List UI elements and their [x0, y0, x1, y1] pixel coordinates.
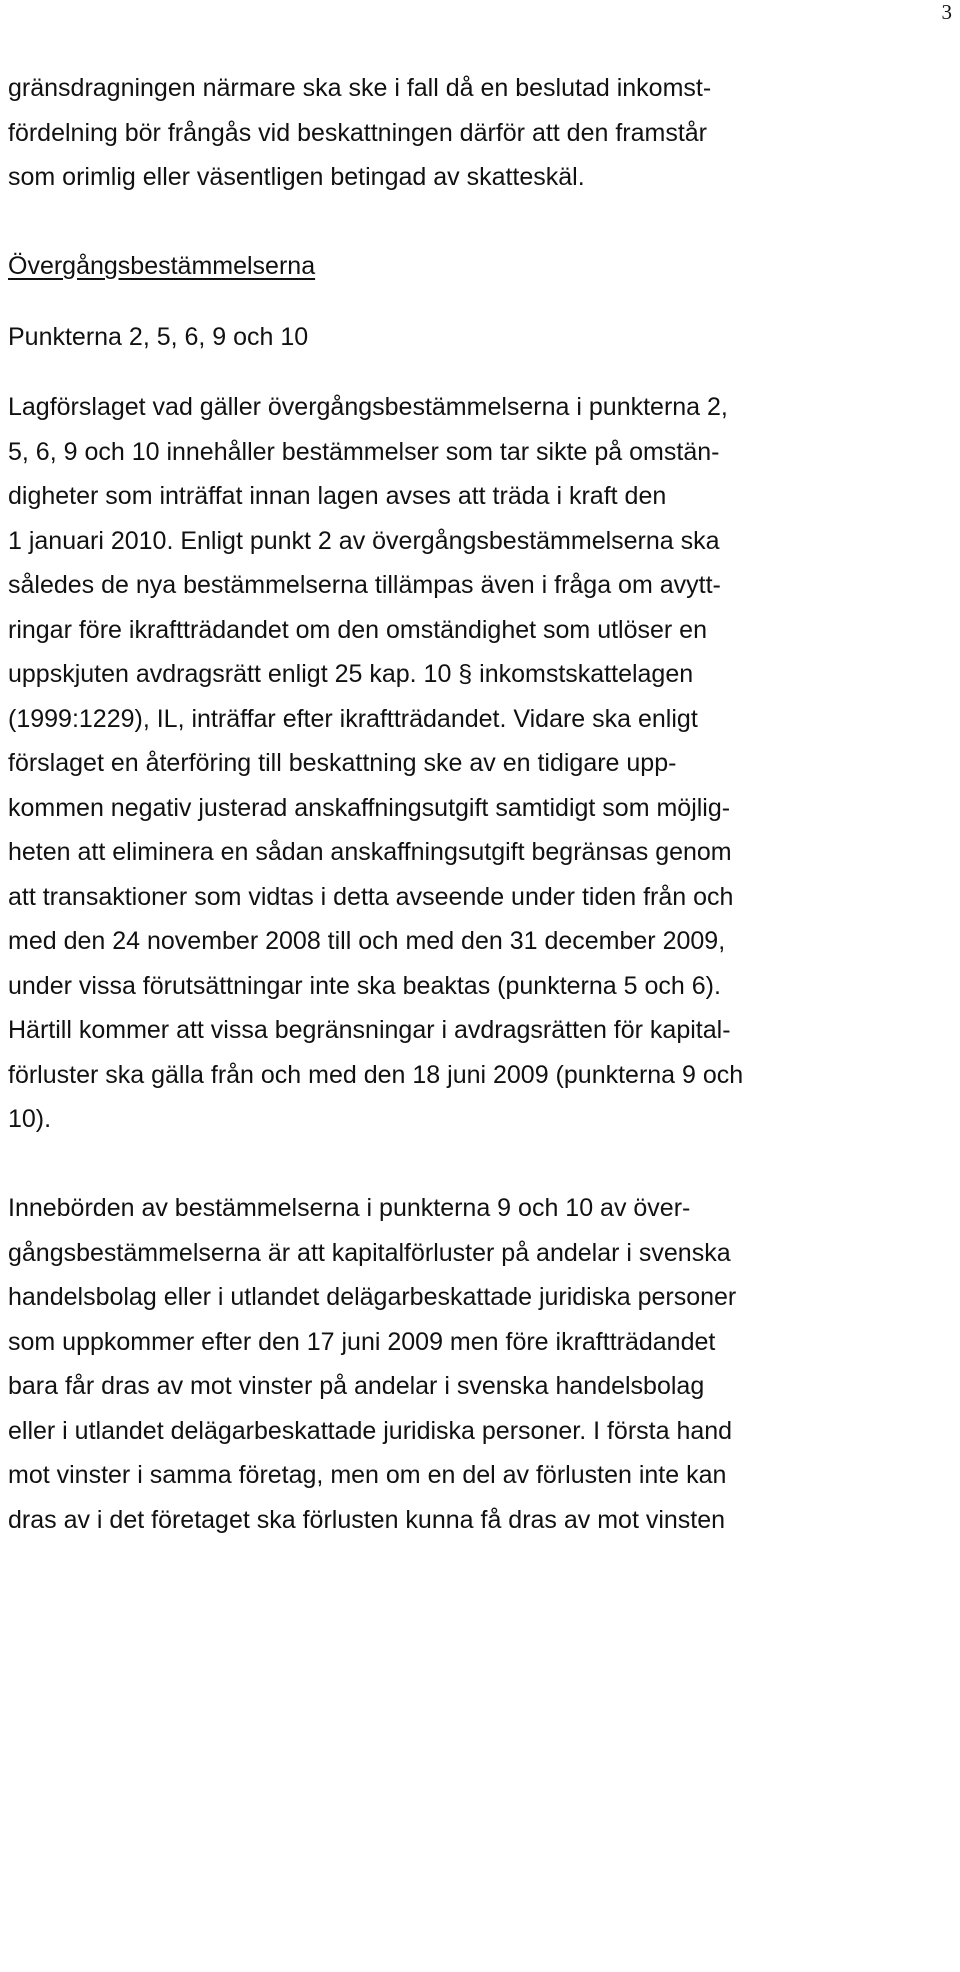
text-line: ringar före ikraftträdandet om den omständighet som utlöser en [8, 615, 707, 644]
text-line: kommen negativ justerad anskaffningsutgift samtidigt som möjlig- [8, 793, 731, 822]
text-line: uppskjuten avdragsrätt enligt 25 kap. 10 § inkomstskattelagen [8, 660, 694, 688]
text-line: gångsbestämmelserna är att kapitalförluster på andelar i svenska [8, 1238, 731, 1267]
text-line: 5, 6, 9 och 10 innehåller bestämmelser som tar sikte på omstän- [8, 437, 720, 466]
text-line: heten att eliminera en sådan anskaffningsutgift begränsas genom [8, 838, 732, 866]
text-line: fördelning bör frångås vid beskattningen därför att den framstår [8, 118, 708, 147]
text-line: eller i utlandet delägarbeskattade juridiska personer. I första hand [8, 1416, 733, 1445]
text-line: 10). [8, 1105, 52, 1133]
text-line: Härtill kommer att vissa begränsningar i avdragsrätten för kapital- [8, 1016, 731, 1044]
text-line: handelsbolag eller i utlandet delägarbeskattade juridiska personer [8, 1283, 737, 1311]
text-line: som uppkommer efter den 17 juni 2009 men före ikraftträdandet [8, 1327, 716, 1356]
text-line: under vissa förutsättningar inte ska beaktas (punkterna 5 och 6). [8, 971, 721, 1000]
section-subheading: Punkterna 2, 5, 6, 9 och 10 [8, 322, 309, 351]
text-line: Lagförslaget vad gäller övergångsbestämmelserna i punkterna 2, [8, 393, 728, 421]
text-line: med den 24 november 2008 till och med den 31 december 2009, [8, 927, 726, 955]
text-line: 1 januari 2010. Enligt punkt 2 av övergångsbestämmelserna ska [8, 526, 720, 555]
text-line: som orimlig eller väsentligen betingad av skatteskäl. [8, 163, 585, 191]
document-body [8, 66, 958, 1542]
text-line: således de nya bestämmelserna tillämpas även i fråga om avytt- [8, 571, 721, 599]
text-line: dras av i det företaget ska förlusten kunna få dras av mot vinsten [8, 1505, 726, 1534]
intro-paragraph [8, 66, 958, 200]
body-paragraph-1 [8, 385, 958, 1142]
text-line: förslaget en återföring till beskattning ske av en tidigare upp- [8, 749, 677, 777]
text-line: bara får dras av mot vinster på andelar i svenska handelsbolag [8, 1372, 705, 1400]
text-line: (1999:1229), IL, inträffar efter ikraftträdandet. Vidare ska enligt [8, 704, 698, 733]
text-line: digheter som inträffat innan lagen avses att träda i kraft den [8, 482, 667, 510]
text-line: att transaktioner som vidtas i detta avseende under tiden från och [8, 882, 734, 911]
text-line: gränsdragningen närmare ska ske i fall då en beslutad inkomst- [8, 74, 712, 102]
text-line: förluster ska gälla från och med den 18 juni 2009 (punkterna 9 och [8, 1060, 744, 1089]
body-paragraph-2 [8, 1186, 958, 1542]
text-line: Innebörden av bestämmelserna i punkterna 9 och 10 av över- [8, 1194, 691, 1222]
text-line: mot vinster i samma företag, men om en del av förlusten inte kan [8, 1461, 727, 1489]
page-number: 3 [941, 0, 952, 24]
section-heading: Övergångsbestämmelserna [8, 252, 316, 280]
